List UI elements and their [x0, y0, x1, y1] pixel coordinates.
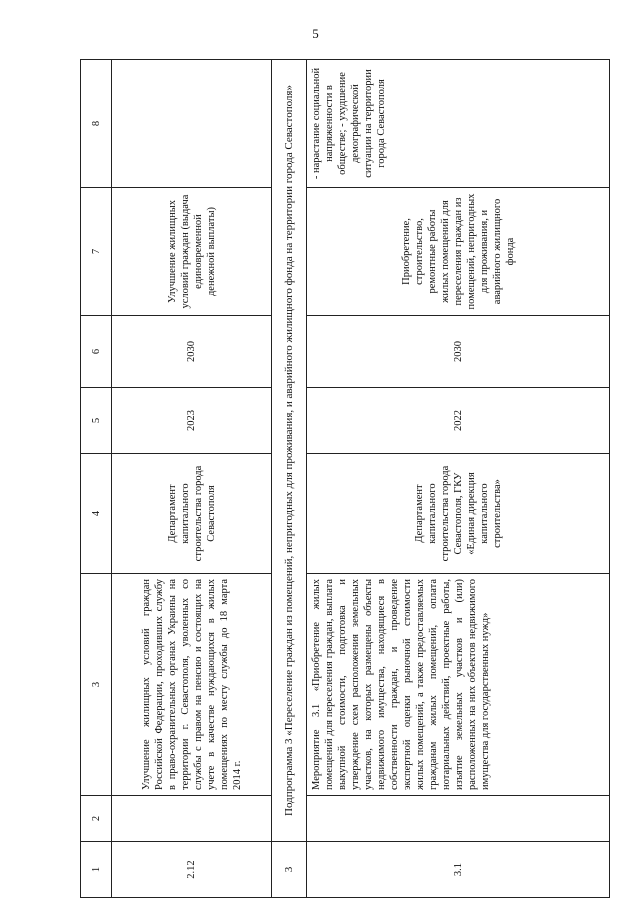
start-year: 2023: [112, 388, 272, 454]
header-col-1: 1: [81, 842, 112, 898]
header-col-5: 5: [81, 388, 112, 454]
table-row-3-1: [307, 60, 610, 898]
page-number: 5: [312, 26, 319, 41]
subprogram-number: 3: [272, 842, 307, 898]
header-col-2: 2: [81, 796, 112, 842]
header-col-4: 4: [81, 454, 112, 574]
row-col-2: [307, 796, 610, 842]
row-number: 2.12: [112, 842, 272, 898]
column-number-row: [81, 60, 112, 898]
row-col-2: [112, 796, 272, 842]
end-year: 2030: [112, 316, 272, 388]
header-col-8: 8: [81, 60, 112, 188]
responsible-executor: Департамент капитального строительства города Севастополя: [112, 454, 272, 574]
measure-description: Мероприятие 3.1 «Приобретение жилых помещений для переселения граждан, выплата выкупной стоимости, подготовка и утверждение схем расположения земельных участков, на которых размещены объекты недвижимого имущества, находящиеся в собственности граждан, и проведение экспертной оценки рыночной стоимости жилых помещений, а также предоставляемых гражданам жилых помещений, оплата нотариальных действий, проектные работы, изъятие земельных участков и (или) расположенных на них объектов недвижимого имущества для государственных нужд»: [307, 574, 610, 796]
row-number: 3.1: [307, 842, 610, 898]
measure-description: Улучшение жилищных условий граждан Российской Федерации, проходивших службу в право-охранительных органах Украины на территории г. Севастополя, уволенных со службы с правом на пенсию и состоящих на учете в качестве нуждающихся в жилых помещениях по месту службы до 18 марта 2014 г.: [112, 574, 272, 796]
header-col-3: 3: [81, 574, 112, 796]
end-year: 2030: [307, 316, 610, 388]
start-year: 2022: [307, 388, 610, 454]
program-measures-table: [80, 59, 610, 898]
rotated-table-container: [80, 60, 610, 898]
consequences: [112, 60, 272, 188]
consequences: - нарастание социальной напряженности в обществе; - ухудшение демографической ситуации на территории города Севастополя: [307, 60, 610, 188]
expected-result: Приобретение, строительство, ремонтные работы жилых помещений для переселения граждан из помещений, непригодных для проживания, и аварийного жилищного фонда: [307, 188, 610, 316]
table-row-2-12: [112, 60, 272, 898]
responsible-executor: Департамент капитального строительства города Севастополя, ГКУ «Единая дирекция капитального строительства»: [307, 454, 610, 574]
subprogram-title: Подпрограмма 3 «Переселение граждан из помещений, непригодных для проживания, и аварийного жилищного фонда на территории города Севастополя»: [272, 60, 307, 842]
header-col-7: 7: [81, 188, 112, 316]
expected-result: Улучшение жилищных условий граждан (выдача единовременной денежной выплаты): [112, 188, 272, 316]
subprogram-row: [272, 60, 307, 898]
header-col-6: 6: [81, 316, 112, 388]
